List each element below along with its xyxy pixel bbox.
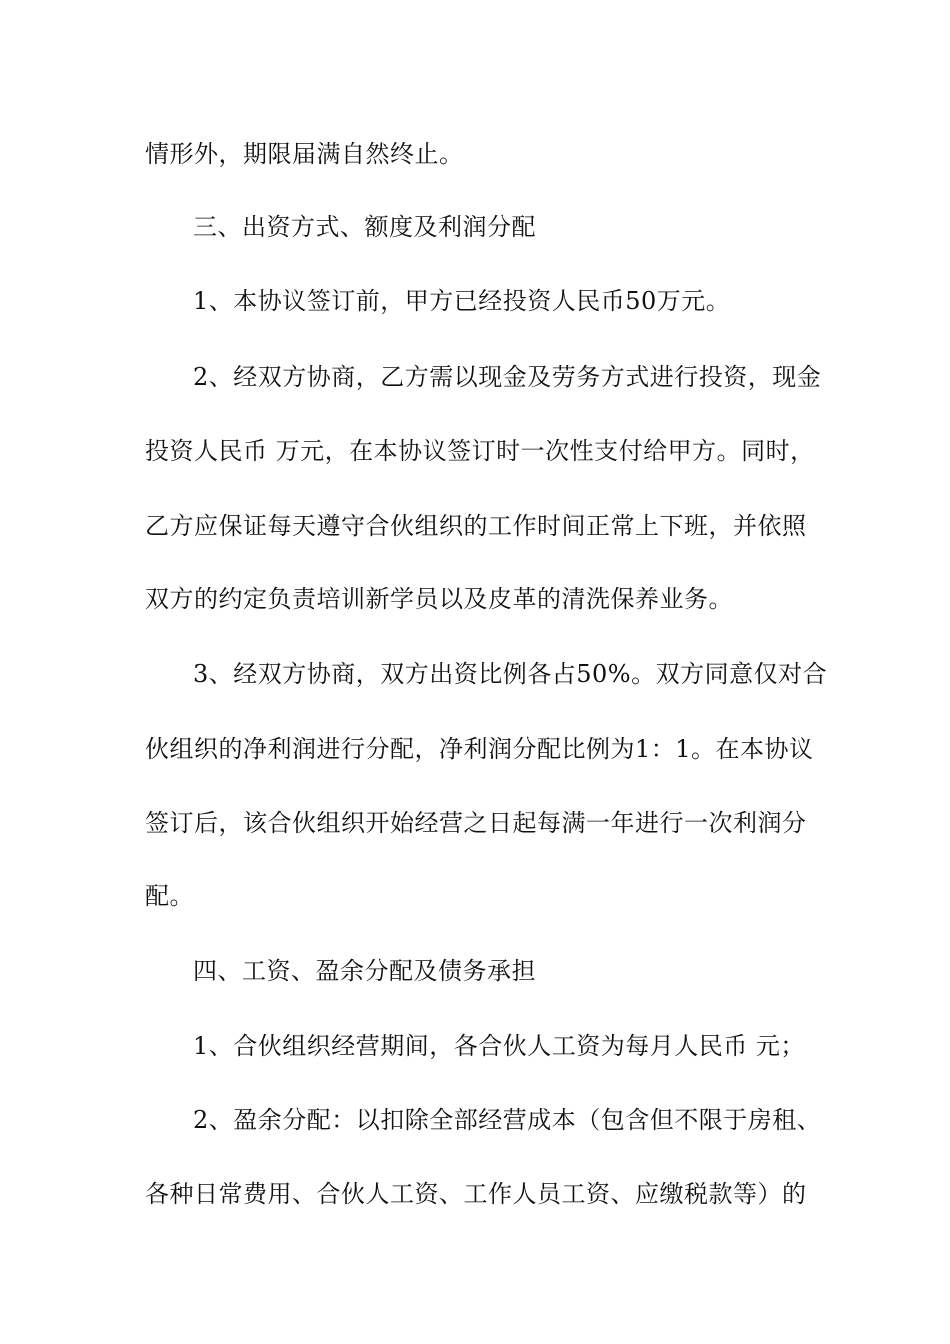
paragraph-line: 情形外，期限届满自然终止。	[145, 140, 464, 168]
paragraph-line: 2、经双方协商，乙方需以现金及劳务方式进行投资，现金	[193, 363, 822, 391]
section-heading: 四、工资、盈余分配及债务承担	[193, 957, 536, 985]
paragraph-line: 各种日常费用、合伙人工资、工作人员工资、应缴税款等）的	[145, 1180, 807, 1208]
paragraph-line: 投资人民币 万元，在本协议签订时一次性支付给甲方。同时，	[145, 437, 815, 465]
paragraph-line: 乙方应保证每天遵守合伙组织的工作时间正常上下班，并依照	[145, 512, 807, 540]
paragraph-line: 签订后，该合伙组织开始经营之日起每满一年进行一次利润分	[145, 809, 807, 837]
section-heading: 三、出资方式、额度及利润分配	[193, 213, 536, 241]
paragraph-line: 2、盈余分配：以扣除全部经营成本（包含但不限于房租、	[193, 1106, 822, 1134]
paragraph-line: 伙组织的净利润进行分配，净利润分配比例为1：1。在本协议	[145, 735, 814, 763]
paragraph-line: 配。	[145, 882, 194, 910]
paragraph-line: 3、经双方协商，双方出资比例各占50%。双方同意仅对合	[193, 660, 828, 688]
paragraph-line: 1、本协议签订前，甲方已经投资人民币50万元。	[193, 287, 731, 315]
paragraph-line: 双方的约定负责培训新学员以及皮革的清洗保养业务。	[145, 585, 733, 613]
paragraph-line: 1、合伙组织经营期间，各合伙人工资为每月人民币 元；	[193, 1032, 805, 1060]
